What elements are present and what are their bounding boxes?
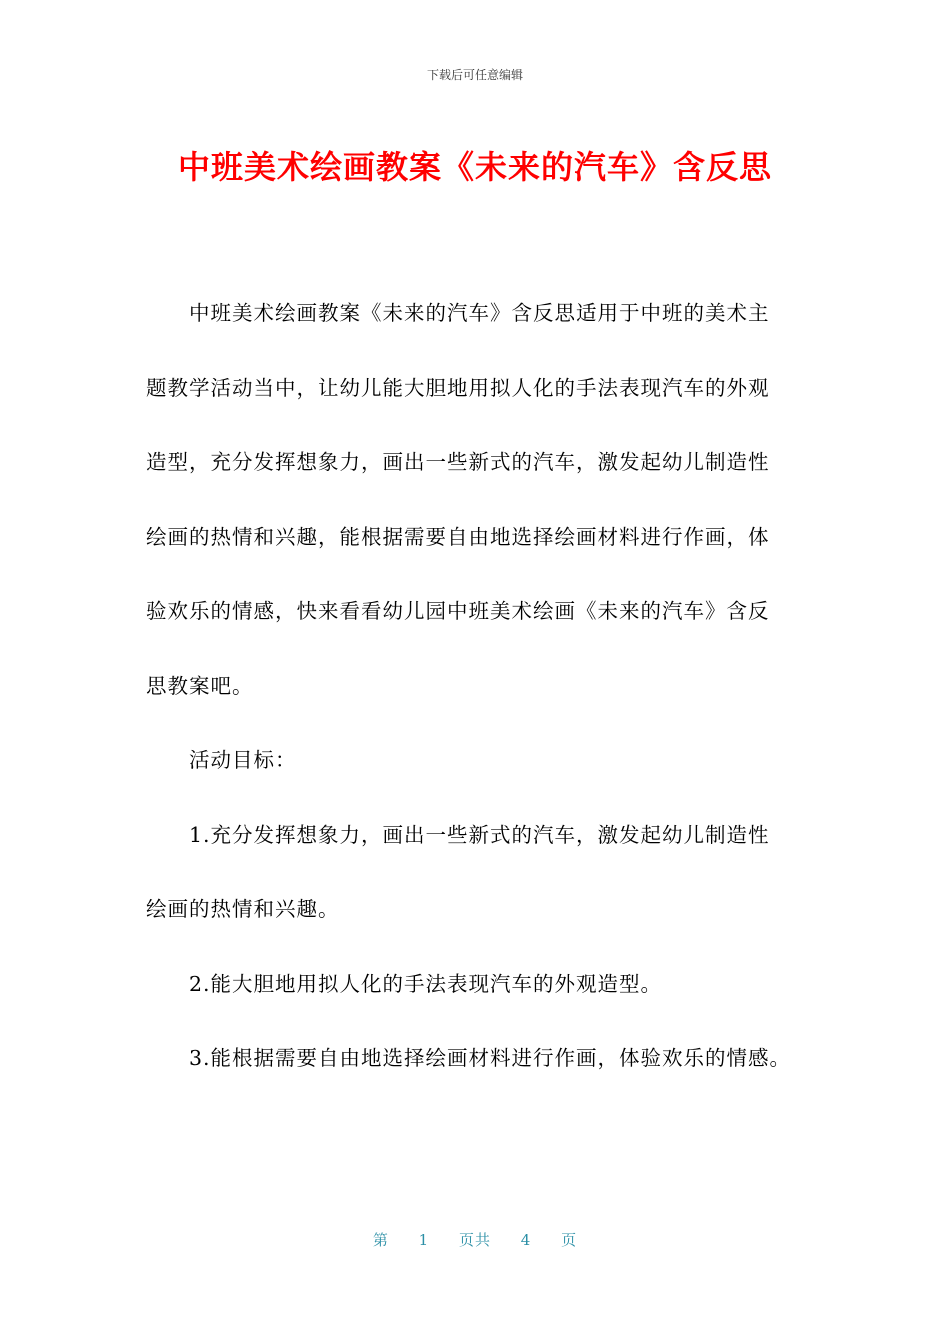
goal-item-2: 2.能大胆地用拟人化的手法表现汽车的外观造型。 bbox=[189, 971, 663, 996]
page-label-middle: 页共 bbox=[458, 1231, 491, 1249]
intro-line: 题教学活动当中，让幼儿能大胆地用拟人化的手法表现汽车的外观 bbox=[146, 375, 770, 400]
intro-paragraph bbox=[146, 276, 806, 723]
goal-item-3: 3.能根据需要自由地选择绘画材料进行作画，体验欢乐的情感。 bbox=[189, 1046, 792, 1070]
page-label-start: 第 bbox=[372, 1231, 389, 1249]
header-note: 下载后可任意编辑 bbox=[426, 68, 523, 82]
total-pages-number: 4 bbox=[520, 1231, 532, 1249]
page-footer bbox=[0, 1229, 950, 1250]
intro-line: 造型，充分发挥想象力，画出一些新式的汽车，激发起幼儿制造性 bbox=[146, 450, 770, 474]
intro-line: 思教案吧。 bbox=[146, 673, 254, 698]
goal-item-1 bbox=[146, 798, 806, 947]
intro-line: 验欢乐的情感，快来看看幼儿园中班美术绘画《未来的汽车》含反 bbox=[146, 599, 770, 623]
goals-heading: 活动目标： bbox=[189, 748, 297, 772]
current-page-number: 1 bbox=[418, 1231, 430, 1249]
document-body bbox=[146, 276, 806, 1096]
goal-1-line: 绘画的热情和兴趣。 bbox=[146, 897, 340, 921]
intro-line: 中班美术绘画教案《未来的汽车》含反思适用于中班的美术主 bbox=[189, 301, 770, 325]
goal-1-line: 1.充分发挥想象力，画出一些新式的汽车，激发起幼儿制造性 bbox=[189, 822, 770, 847]
page-label-end: 页 bbox=[561, 1231, 578, 1249]
intro-line: 绘画的热情和兴趣，能根据需要自由地选择绘画材料进行作画，体 bbox=[146, 524, 770, 549]
document-title: 中班美术绘画教案《未来的汽车》含反思 bbox=[177, 148, 772, 186]
